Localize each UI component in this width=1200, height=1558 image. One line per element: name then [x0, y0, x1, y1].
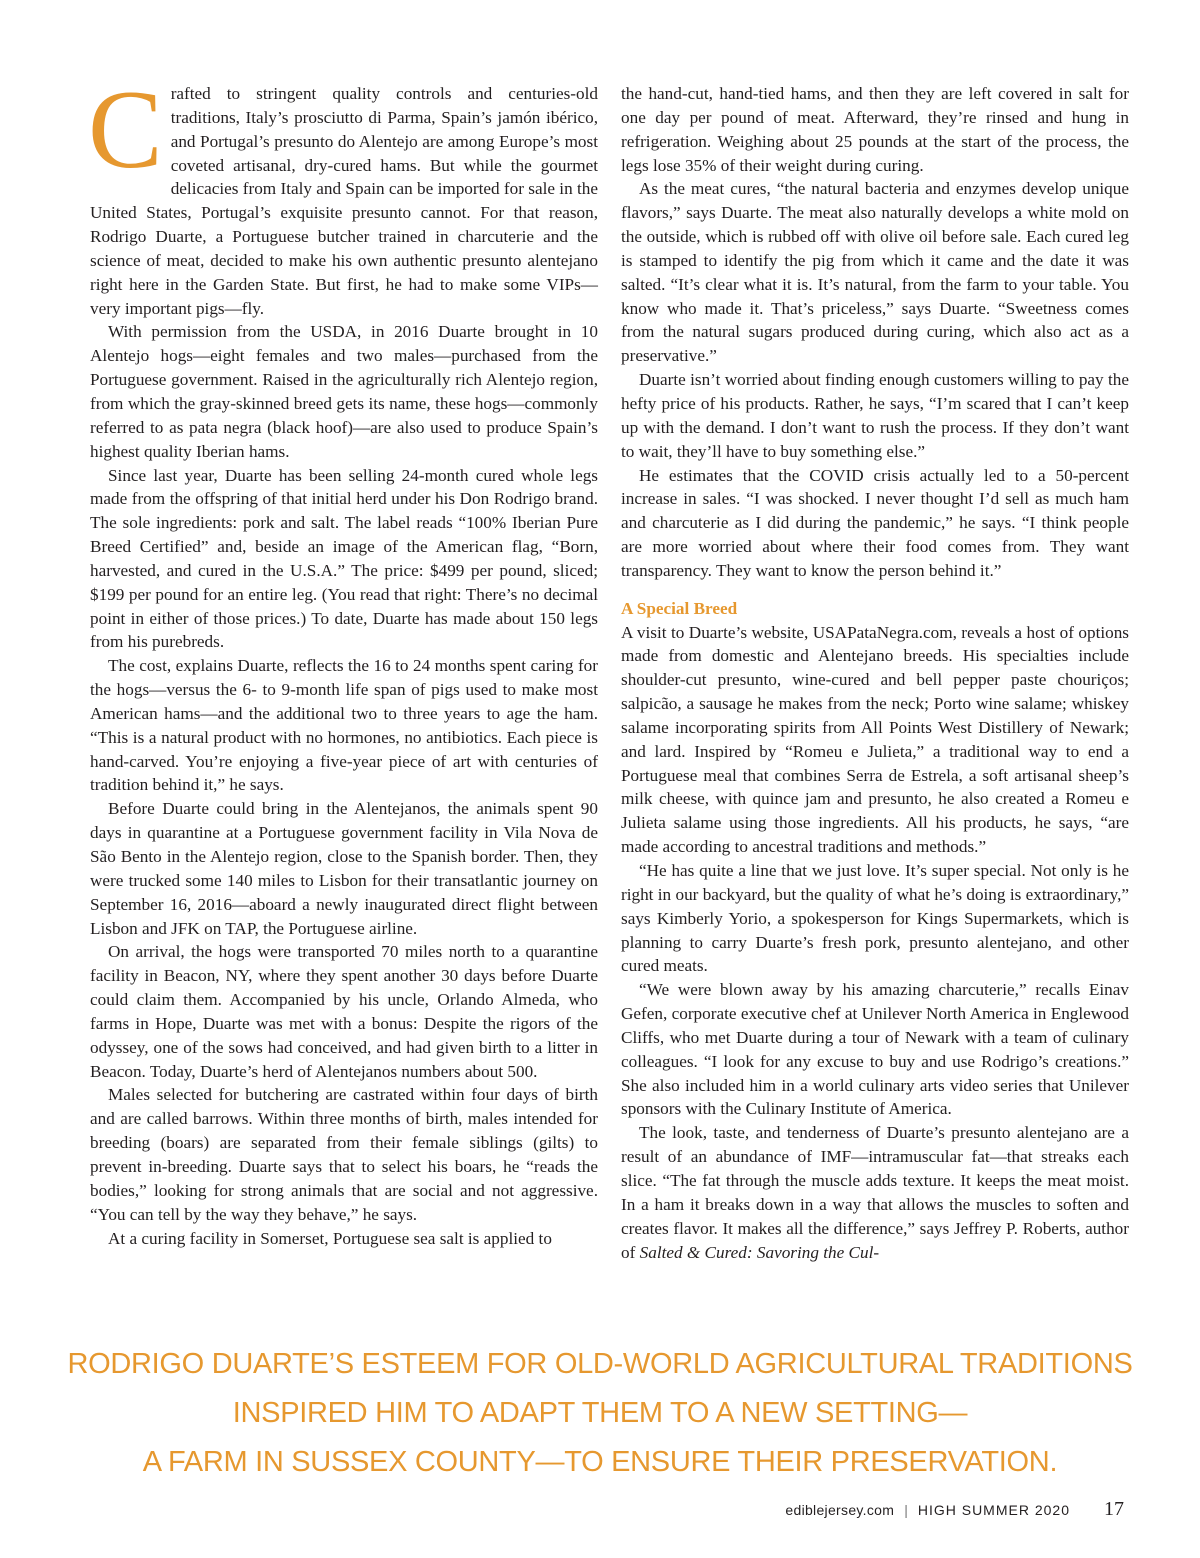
- pull-quote-line: INSPIRED HIM TO ADAPT THEM TO A NEW SETTING—: [232, 1397, 968, 1429]
- footer-separator: |: [904, 1502, 908, 1518]
- last-paragraph-text: The look, taste, and tenderness of Duarte’s presunto alentejano are a result of an abundance of IMF—intramuscular fat—that streaks each slice. “The fat through the muscle adds texture. It keeps the meat moist. In a ham it breaks down in a way that allows the muscles to soften and creates flavor. It makes all the difference,” says Jeffrey P. Roberts, author of: [621, 1123, 1129, 1262]
- article-paragraph: the hand-cut, hand-tied hams, and then they are left covered in salt for one day per pound of meat. Afterward, they’re rinsed and hung in refrigeration. Weighing about 25 pounds at the start of the process, the legs lose 35% of their weight during curing.: [621, 84, 1129, 175]
- article-paragraph: On arrival, the hogs were transported 70 miles north to a quarantine facility in Beacon, NY, where they spent another 30 days before Duarte could claim them. Accompanied by his uncle, Orlando Almeda, who farms in Hope, Duarte was met with a bonus: Despite the rigors of the odyssey, one of the sows had conceived, and had given birth to a litter in Beacon. Today, Duarte’s herd of Alentejanos numbers about 500.: [90, 942, 598, 1081]
- article-paragraph-lead: [88, 68, 598, 320]
- book-title: Salted & Cured: Savoring the Cul-: [639, 1242, 880, 1262]
- footer-site: ediblejersey.com: [785, 1502, 895, 1518]
- page-footer: [785, 1498, 1124, 1521]
- article-paragraph: With permission from the USDA, in 2016 Duarte brought in 10 Alentejo hogs—eight females and two males—purchased from the Portuguese government. Raised in the agriculturally rich Alentejo region, from which the gray-skinned breed gets its name, these hogs—commonly referred to as pata negra (black hoof)—are also used to produce Spain’s highest quality Iberian hams.: [90, 322, 598, 461]
- pull-quote-line: RODRIGO DUARTE’S ESTEEM FOR OLD-WORLD AGRICULTURAL TRADITIONS: [67, 1348, 1133, 1380]
- lead-text: rafted to stringent quality controls and centuries-old traditions, Italy’s prosciutto di Parma, Spain’s jamón ibérico, and Portugal’s presunto do Alentejo are among Europe’s most coveted artisanal, dry-cured hams. But while the gourmet delicacies from Italy and Spain can be imported for sale in the United States, Portugal’s exquisite presunto cannot. For that reason, Rodrigo Duarte, a Portuguese butcher trained in charcuterie and the science of meat, decided to make his own authentic presunto alentejano right here in the Garden State. But first, he had to make some VIPs—very important pigs—fly.: [90, 84, 598, 318]
- article-paragraph: He estimates that the COVID crisis actually led to a 50-percent increase in sales. “I was shocked. I never thought I’d sell as much ham and charcuterie as I did during the pandemic,” he says. “I think people are more worried about where their food comes from. They want transparency. They want to know the person behind it.”: [621, 465, 1129, 580]
- article-paragraph: “We were blown away by his amazing charcuterie,” recalls Einav Gefen, corporate executive chef at Unilever North America in Englewood Cliffs, who met Duarte during a tour of Newark with a team of culinary colleagues. “I look for any excuse to buy and use Rodrigo’s creations.” She also included him in a world culinary arts video series that Unilever sponsors with the Culinary Institute of America.: [621, 980, 1129, 1119]
- page-number: 17: [1104, 1498, 1124, 1520]
- article-paragraph: At a curing facility in Somerset, Portuguese sea salt is applied to: [108, 1228, 552, 1248]
- article-paragraph: The cost, explains Duarte, reflects the 16 to 24 months spent caring for the hogs—versus the 6- to 9-month life span of pigs used to make most American hams—and the additional two to three years to age the ham. “This is a natural product with no hormones, no antibiotics. Each piece is hand-carved. You’re enjoying a five-year piece of art with centuries of tradition behind it,” he says.: [90, 656, 598, 795]
- article-paragraph: Before Duarte could bring in the Alentejanos, the animals spent 90 days in quarantine at a Portuguese government facility in Vila Nova de São Bento in the Alentejo region, close to the Spanish border. Then, they were trucked some 140 miles to Lisbon for their transatlantic journey on September 16, 2016—aboard a newly inaugurated direct flight between Lisbon and JFK on TAP, the Portuguese airline.: [90, 799, 598, 938]
- article-paragraph: Duarte isn’t worried about finding enough customers willing to pay the hefty price of his products. Rather, he says, “I’m scared that I can’t keep up with the demand. I don’t want to rush the process. If they don’t want to wait, they’ll have to buy something else.”: [621, 370, 1129, 461]
- article-paragraph: “He has quite a line that we just love. It’s super special. Not only is he right in our backyard, but the quality of what he’s doing is extraordinary,” says Kimberly Yorio, a spokesperson for Kings Supermarkets, which is planning to carry Duarte’s fresh pork, presunto alentejano, and other cured meats.: [621, 861, 1129, 976]
- article-paragraph: A visit to Duarte’s website, USAPataNegra.com, reveals a host of options made from domestic and Alentejano breeds. His specialties include shoulder-cut presunto, wine-cured and bell pepper paste chouriços; salpicão, a sausage he makes from the neck; Porto wine salame; whiskey salame incorporating spirits from All Points West Distillery of Newark; and lard. Inspired by “Romeu e Julieta,” a traditional way to end a Portuguese meal that combines Serra de Estrela, a soft artisanal sheep’s milk cheese, with quince jam and presunto, he also created a Romeu e Julieta salame using those ingredients. All his products, he says, “are made according to ancestral traditions and methods.”: [621, 622, 1129, 857]
- pull-quote-line: A FARM IN SUSSEX COUNTY—TO ENSURE THEIR PRESERVATION.: [142, 1446, 1058, 1478]
- article-paragraph: Males selected for butchering are castrated within four days of birth and are called barrows. Within three months of birth, males intended for breeding (boars) are separated from their female siblings (gilts) to prevent in-breeding. Duarte says that to select his boars, he “reads the bodies,” looking for strong animals that are social and not aggressive. “You can tell by the way they behave,” he says.: [90, 1085, 598, 1224]
- drop-cap: C: [88, 68, 163, 192]
- article-paragraph: Since last year, Duarte has been selling 24-month cured whole legs made from the offspring of that initial herd under his Don Rodrigo brand. The sole ingredients: pork and salt. The label reads “100% Iberian Pure Breed Certified” and, beside an image of the American flag, “Born, harvested, and cured in the U.S.A.” The price: $499 per pound, sliced; $199 per pound for an entire leg. (You read that right: There’s no decimal point in either of those prices.) To date, Duarte has made about 150 legs from his purebreds.: [90, 465, 598, 652]
- article-paragraph: As the meat cures, “the natural bacteria and enzymes develop unique flavors,” says Duarte. The meat also naturally develops a white mold on the outside, which is rubbed off with olive oil before sale. Each cured leg is stamped to identify the pig from which it came and the date it was salted. “It’s clear what it is. It’s natural, from the farm to your table. You know who made it. That’s priceless,” says Duarte. “Sweetness comes from the natural sugars produced during curing, which also act as a preservative.”: [621, 179, 1129, 366]
- section-subhead: A Special Breed: [621, 598, 738, 618]
- pull-quote: [60, 1340, 1140, 1487]
- article-column-left: [88, 68, 598, 1250]
- article-paragraph-last: [621, 1121, 1129, 1264]
- footer-issue: HIGH SUMMER 2020: [917, 1502, 1070, 1518]
- article-column-right: [621, 82, 1129, 1264]
